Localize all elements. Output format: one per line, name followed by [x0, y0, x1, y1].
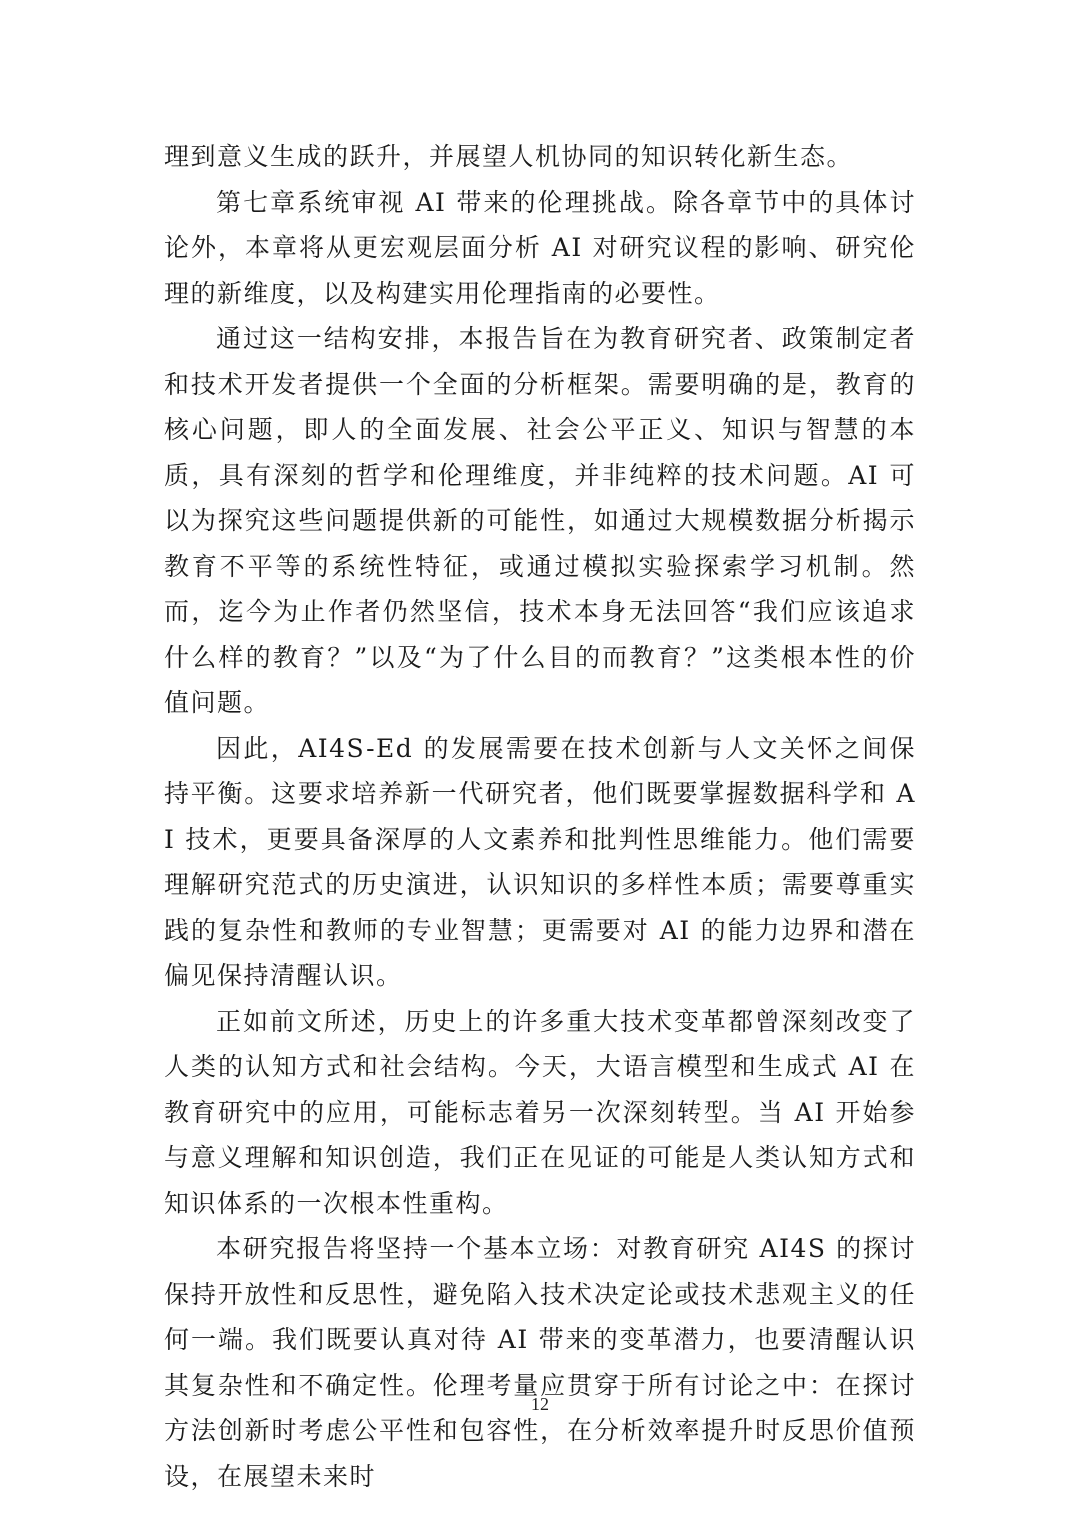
paragraph-continuation: 理到意义生成的跃升，并展望人机协同的知识转化新生态。	[164, 142, 854, 171]
paragraph-stance: 本研究报告将坚持一个基本立场：对教育研究 AI4S 的探讨保持开放性和反思性，避免陷入技术决定论或技术悲观主义的任何一端。我们既要认真对待 AI 带来的变革潜力，也要清醒认识其复杂性和不确定性。伦理考量应贯穿于所有讨论之中：在探讨方法创新时考虑公平性和包容性，在分析效率提升时反思价值预设，在展望未来时	[164, 1234, 916, 1491]
paragraph-balance: 因此，AI4S-Ed 的发展需要在技术创新与人文关怀之间保持平衡。这要求培养新一代研究者，他们既要掌握数据科学和 AI 技术，更要具备深厚的人文素养和批判性思维能力。他们需要理解研究范式的历史演进，认识知识的多样性本质；需要尊重实践的复杂性和教师的专业智慧；更需要对 AI 的能力边界和潜在偏见保持清醒认识。	[164, 733, 916, 990]
page-number: 12	[531, 1394, 549, 1414]
body-text	[164, 134, 916, 1499]
paragraph-chapter-seven: 第七章系统审视 AI 带来的伦理挑战。除各章节中的具体讨论外，本章将从更宏观层面分析 AI 对研究议程的影响、研究伦理的新维度，以及构建实用伦理指南的必要性。	[164, 187, 916, 308]
paragraph-transformation: 正如前文所述，历史上的许多重大技术变革都曾深刻改变了人类的认知方式和社会结构。今天，大语言模型和生成式 AI 在教育研究中的应用，可能标志着另一次深刻转型。当 AI 开始参与意义理解和知识创造，我们正在见证的可能是人类认知方式和知识体系的一次根本性重构。	[164, 1006, 916, 1218]
paragraph-structure-purpose: 通过这一结构安排，本报告旨在为教育研究者、政策制定者和技术开发者提供一个全面的分析框架。需要明确的是，教育的核心问题，即人的全面发展、社会公平正义、知识与智慧的本质，具有深刻的哲学和伦理维度，并非纯粹的技术问题。AI 可以为探究这些问题提供新的可能性，如通过大规模数据分析揭示教育不平等的系统性特征，或通过模拟实验探索学习机制。然而，迄今为止作者仍然坚信，技术本身无法回答“我们应该追求什么样的教育？”以及“为了什么目的而教育？”这类根本性的价值问题。	[164, 324, 916, 717]
